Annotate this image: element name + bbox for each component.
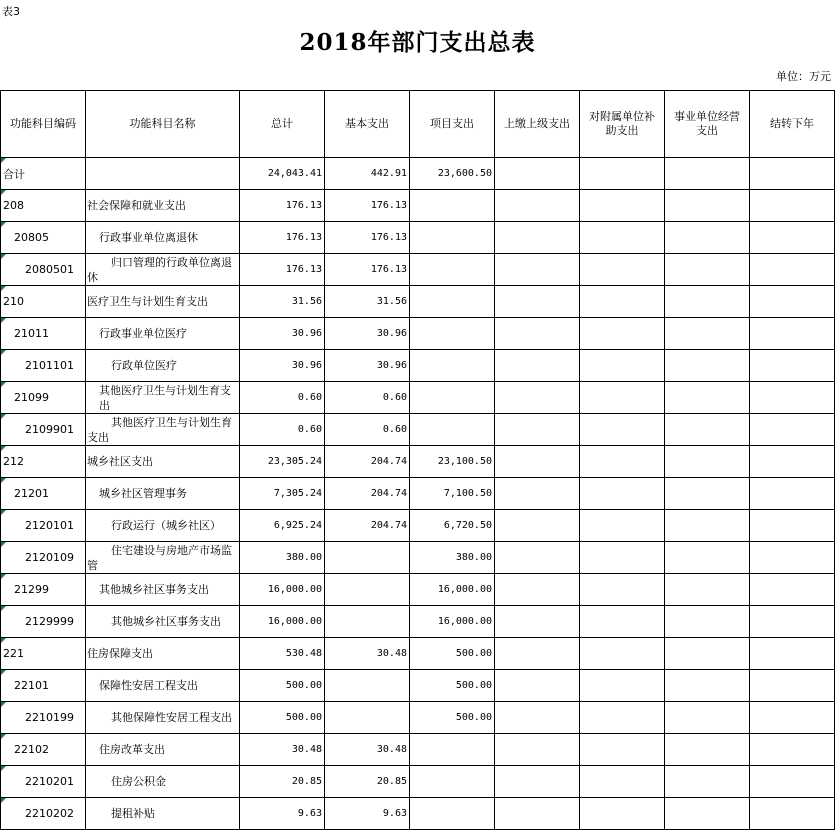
cell-basic: 30.96 xyxy=(325,350,410,382)
cell-business-expense xyxy=(665,414,750,446)
cell-subsidiary-subsidy xyxy=(580,670,665,702)
cell-name xyxy=(86,574,240,606)
cell-total: 0.60 xyxy=(240,382,325,414)
cell-carryover xyxy=(750,638,835,670)
cell-project: 7,100.50 xyxy=(410,478,495,510)
cell-project xyxy=(410,766,495,798)
cell-basic: 204.74 xyxy=(325,478,410,510)
table-row xyxy=(1,446,835,478)
cell-name xyxy=(86,638,240,670)
cell-subsidiary-subsidy xyxy=(580,542,665,574)
cell-subsidiary-subsidy xyxy=(580,766,665,798)
cell-name xyxy=(86,702,240,734)
cell-upper-payment xyxy=(495,510,580,542)
cell-name-text: 住房改革支出 xyxy=(99,743,165,756)
cell-total: 9.63 xyxy=(240,798,325,830)
cell-total: 176.13 xyxy=(240,190,325,222)
cell-name-text: 城乡社区支出 xyxy=(87,455,153,468)
cell-project: 16,000.00 xyxy=(410,574,495,606)
cell-name xyxy=(86,190,240,222)
cell-carryover xyxy=(750,382,835,414)
cell-subsidiary-subsidy xyxy=(580,734,665,766)
cell-basic: 204.74 xyxy=(325,446,410,478)
table-row xyxy=(1,318,835,350)
cell-business-expense xyxy=(665,222,750,254)
cell-name xyxy=(86,158,240,190)
cell-name-text: 其他保障性安居工程支出 xyxy=(111,711,232,724)
cell-basic: 176.13 xyxy=(325,190,410,222)
cell-code: 210 xyxy=(1,286,86,318)
cell-code: 212 xyxy=(1,446,86,478)
cell-subsidiary-subsidy xyxy=(580,606,665,638)
cell-project: 500.00 xyxy=(410,670,495,702)
cell-name xyxy=(86,414,240,446)
cell-carryover xyxy=(750,286,835,318)
cell-project xyxy=(410,222,495,254)
header-project: 项目支出 xyxy=(410,91,495,158)
header-basic: 基本支出 xyxy=(325,91,410,158)
header-carryover: 结转下年 xyxy=(750,91,835,158)
cell-total: 30.96 xyxy=(240,350,325,382)
cell-total: 0.60 xyxy=(240,414,325,446)
cell-basic: 9.63 xyxy=(325,798,410,830)
cell-business-expense xyxy=(665,670,750,702)
cell-upper-payment xyxy=(495,798,580,830)
header-subsidiary-subsidy: 对附属单位补助支出 xyxy=(580,91,665,158)
cell-name-text: 行政事业单位医疗 xyxy=(99,327,187,340)
cell-code: 21011 xyxy=(1,318,86,350)
cell-business-expense xyxy=(665,606,750,638)
cell-basic: 30.96 xyxy=(325,318,410,350)
cell-code: 2109901 xyxy=(1,414,86,446)
cell-business-expense xyxy=(665,702,750,734)
cell-name xyxy=(86,222,240,254)
cell-code: 2210199 xyxy=(1,702,86,734)
cell-upper-payment xyxy=(495,350,580,382)
cell-subsidiary-subsidy xyxy=(580,222,665,254)
cell-business-expense xyxy=(665,574,750,606)
cell-business-expense xyxy=(665,350,750,382)
cell-name xyxy=(86,254,240,286)
cell-code: 21201 xyxy=(1,478,86,510)
table-row xyxy=(1,702,835,734)
cell-name-text: 归口管理的行政单位离退休 xyxy=(87,255,232,284)
cell-business-expense xyxy=(665,158,750,190)
cell-business-expense xyxy=(665,190,750,222)
cell-total: 31.56 xyxy=(240,286,325,318)
cell-total: 20.85 xyxy=(240,766,325,798)
cell-basic: 30.48 xyxy=(325,734,410,766)
table-row xyxy=(1,190,835,222)
header-name: 功能科目名称 xyxy=(86,91,240,158)
cell-business-expense xyxy=(665,734,750,766)
cell-basic: 204.74 xyxy=(325,510,410,542)
cell-project xyxy=(410,318,495,350)
cell-basic: 20.85 xyxy=(325,766,410,798)
cell-code: 2120109 xyxy=(1,542,86,574)
cell-name xyxy=(86,670,240,702)
cell-name xyxy=(86,286,240,318)
cell-business-expense xyxy=(665,478,750,510)
cell-upper-payment xyxy=(495,190,580,222)
table-row xyxy=(1,382,835,414)
table-row xyxy=(1,734,835,766)
cell-name-text: 其他医疗卫生与计划生育支出 xyxy=(87,415,232,444)
cell-name-text: 社会保障和就业支出 xyxy=(87,199,186,212)
cell-upper-payment xyxy=(495,414,580,446)
table-row xyxy=(1,254,835,286)
cell-name-text: 行政单位医疗 xyxy=(111,359,177,372)
cell-total: 30.96 xyxy=(240,318,325,350)
cell-carryover xyxy=(750,510,835,542)
table-row xyxy=(1,670,835,702)
cell-basic: 176.13 xyxy=(325,222,410,254)
cell-upper-payment xyxy=(495,254,580,286)
table-row xyxy=(1,414,835,446)
table-row xyxy=(1,542,835,574)
cell-basic xyxy=(325,606,410,638)
cell-code: 2080501 xyxy=(1,254,86,286)
cell-name xyxy=(86,350,240,382)
cell-carryover xyxy=(750,574,835,606)
cell-subsidiary-subsidy xyxy=(580,254,665,286)
page-title: 2018年部门支出总表 xyxy=(299,29,536,56)
cell-code: 22102 xyxy=(1,734,86,766)
cell-name xyxy=(86,478,240,510)
cell-project: 380.00 xyxy=(410,542,495,574)
cell-subsidiary-subsidy xyxy=(580,382,665,414)
table-row xyxy=(1,574,835,606)
cell-subsidiary-subsidy xyxy=(580,510,665,542)
cell-name-text: 行政运行（城乡社区） xyxy=(111,519,221,532)
cell-carryover xyxy=(750,542,835,574)
cell-project xyxy=(410,798,495,830)
cell-project: 500.00 xyxy=(410,638,495,670)
cell-name xyxy=(86,542,240,574)
cell-upper-payment xyxy=(495,446,580,478)
cell-business-expense xyxy=(665,542,750,574)
cell-total: 30.48 xyxy=(240,734,325,766)
cell-upper-payment xyxy=(495,318,580,350)
cell-name-text: 住宅建设与房地产市场监管 xyxy=(87,543,232,572)
cell-name xyxy=(86,734,240,766)
cell-upper-payment xyxy=(495,382,580,414)
cell-project xyxy=(410,190,495,222)
cell-subsidiary-subsidy xyxy=(580,414,665,446)
cell-project: 500.00 xyxy=(410,702,495,734)
header-row xyxy=(1,91,835,158)
table-row xyxy=(1,286,835,318)
header-business-expense: 事业单位经营支出 xyxy=(665,91,750,158)
cell-name-text: 其他医疗卫生与计划生育支出 xyxy=(99,383,231,412)
cell-subsidiary-subsidy xyxy=(580,478,665,510)
cell-code: 合计 xyxy=(1,158,86,190)
cell-carryover xyxy=(750,446,835,478)
cell-subsidiary-subsidy xyxy=(580,638,665,670)
cell-name-text: 行政事业单位离退休 xyxy=(99,231,198,244)
cell-name-text: 其他城乡社区事务支出 xyxy=(111,615,221,628)
cell-name xyxy=(86,766,240,798)
cell-carryover xyxy=(750,606,835,638)
cell-carryover xyxy=(750,318,835,350)
cell-name-text: 医疗卫生与计划生育支出 xyxy=(87,295,208,308)
cell-upper-payment xyxy=(495,478,580,510)
cell-subsidiary-subsidy xyxy=(580,286,665,318)
cell-subsidiary-subsidy xyxy=(580,446,665,478)
table-row xyxy=(1,158,835,190)
cell-total: 176.13 xyxy=(240,222,325,254)
cell-upper-payment xyxy=(495,766,580,798)
cell-code: 2129999 xyxy=(1,606,86,638)
cell-subsidiary-subsidy xyxy=(580,318,665,350)
cell-basic: 30.48 xyxy=(325,638,410,670)
cell-code: 20805 xyxy=(1,222,86,254)
cell-subsidiary-subsidy xyxy=(580,158,665,190)
cell-subsidiary-subsidy xyxy=(580,190,665,222)
header-code: 功能科目编码 xyxy=(1,91,86,158)
cell-carryover xyxy=(750,766,835,798)
cell-total: 7,305.24 xyxy=(240,478,325,510)
cell-project: 23,100.50 xyxy=(410,446,495,478)
cell-basic xyxy=(325,542,410,574)
unit-label: 单位：万元 xyxy=(776,70,831,83)
cell-total: 24,043.41 xyxy=(240,158,325,190)
cell-code: 208 xyxy=(1,190,86,222)
cell-business-expense xyxy=(665,510,750,542)
table-row xyxy=(1,606,835,638)
table-row xyxy=(1,638,835,670)
cell-carryover xyxy=(750,414,835,446)
cell-code: 21299 xyxy=(1,574,86,606)
cell-basic xyxy=(325,670,410,702)
table-row xyxy=(1,798,835,830)
cell-project: 23,600.50 xyxy=(410,158,495,190)
cell-basic: 442.91 xyxy=(325,158,410,190)
cell-total: 500.00 xyxy=(240,670,325,702)
cell-code: 2101101 xyxy=(1,350,86,382)
cell-name-text: 提租补贴 xyxy=(111,807,155,820)
cell-subsidiary-subsidy xyxy=(580,702,665,734)
table-row xyxy=(1,350,835,382)
cell-project xyxy=(410,734,495,766)
table-row xyxy=(1,478,835,510)
cell-carryover xyxy=(750,798,835,830)
cell-project xyxy=(410,414,495,446)
cell-project: 16,000.00 xyxy=(410,606,495,638)
cell-code: 2210202 xyxy=(1,798,86,830)
cell-total: 23,305.24 xyxy=(240,446,325,478)
cell-subsidiary-subsidy xyxy=(580,798,665,830)
cell-project xyxy=(410,286,495,318)
cell-basic: 0.60 xyxy=(325,414,410,446)
cell-upper-payment xyxy=(495,286,580,318)
cell-total: 6,925.24 xyxy=(240,510,325,542)
cell-code: 2120101 xyxy=(1,510,86,542)
cell-name-text: 城乡社区管理事务 xyxy=(99,487,187,500)
cell-basic: 176.13 xyxy=(325,254,410,286)
cell-subsidiary-subsidy xyxy=(580,574,665,606)
cell-name-text: 其他城乡社区事务支出 xyxy=(99,583,209,596)
cell-total: 380.00 xyxy=(240,542,325,574)
cell-total: 16,000.00 xyxy=(240,606,325,638)
cell-business-expense xyxy=(665,446,750,478)
cell-code: 22101 xyxy=(1,670,86,702)
table-row xyxy=(1,222,835,254)
cell-name xyxy=(86,798,240,830)
cell-name-text: 住房保障支出 xyxy=(87,647,153,660)
cell-name xyxy=(86,446,240,478)
cell-total: 16,000.00 xyxy=(240,574,325,606)
cell-carryover xyxy=(750,158,835,190)
cell-carryover xyxy=(750,190,835,222)
cell-upper-payment xyxy=(495,734,580,766)
cell-project xyxy=(410,350,495,382)
cell-basic xyxy=(325,702,410,734)
cell-business-expense xyxy=(665,766,750,798)
cell-upper-payment xyxy=(495,606,580,638)
cell-basic xyxy=(325,574,410,606)
cell-basic: 31.56 xyxy=(325,286,410,318)
header-upper-payment: 上缴上级支出 xyxy=(495,91,580,158)
cell-carryover xyxy=(750,254,835,286)
cell-upper-payment xyxy=(495,702,580,734)
cell-name-text: 住房公积金 xyxy=(111,775,166,788)
header-total: 总计 xyxy=(240,91,325,158)
cell-business-expense xyxy=(665,798,750,830)
cell-code: 2210201 xyxy=(1,766,86,798)
cell-upper-payment xyxy=(495,158,580,190)
cell-upper-payment xyxy=(495,574,580,606)
cell-name xyxy=(86,606,240,638)
cell-name xyxy=(86,510,240,542)
cell-carryover xyxy=(750,734,835,766)
expenditure-table xyxy=(0,90,835,830)
table-row xyxy=(1,766,835,798)
cell-carryover xyxy=(750,702,835,734)
cell-name-text: 保障性安居工程支出 xyxy=(99,679,198,692)
cell-project xyxy=(410,382,495,414)
cell-business-expense xyxy=(665,638,750,670)
cell-upper-payment xyxy=(495,542,580,574)
cell-project: 6,720.50 xyxy=(410,510,495,542)
cell-total: 500.00 xyxy=(240,702,325,734)
cell-project xyxy=(410,254,495,286)
cell-business-expense xyxy=(665,382,750,414)
page-label: 表3 xyxy=(2,5,20,18)
cell-name xyxy=(86,318,240,350)
cell-total: 176.13 xyxy=(240,254,325,286)
cell-code: 21099 xyxy=(1,382,86,414)
cell-business-expense xyxy=(665,286,750,318)
cell-upper-payment xyxy=(495,670,580,702)
cell-carryover xyxy=(750,222,835,254)
cell-business-expense xyxy=(665,254,750,286)
cell-subsidiary-subsidy xyxy=(580,350,665,382)
table-row xyxy=(1,510,835,542)
cell-name xyxy=(86,382,240,414)
cell-carryover xyxy=(750,670,835,702)
cell-carryover xyxy=(750,350,835,382)
cell-upper-payment xyxy=(495,222,580,254)
cell-upper-payment xyxy=(495,638,580,670)
cell-business-expense xyxy=(665,318,750,350)
cell-total: 530.48 xyxy=(240,638,325,670)
cell-basic: 0.60 xyxy=(325,382,410,414)
cell-carryover xyxy=(750,478,835,510)
cell-code: 221 xyxy=(1,638,86,670)
